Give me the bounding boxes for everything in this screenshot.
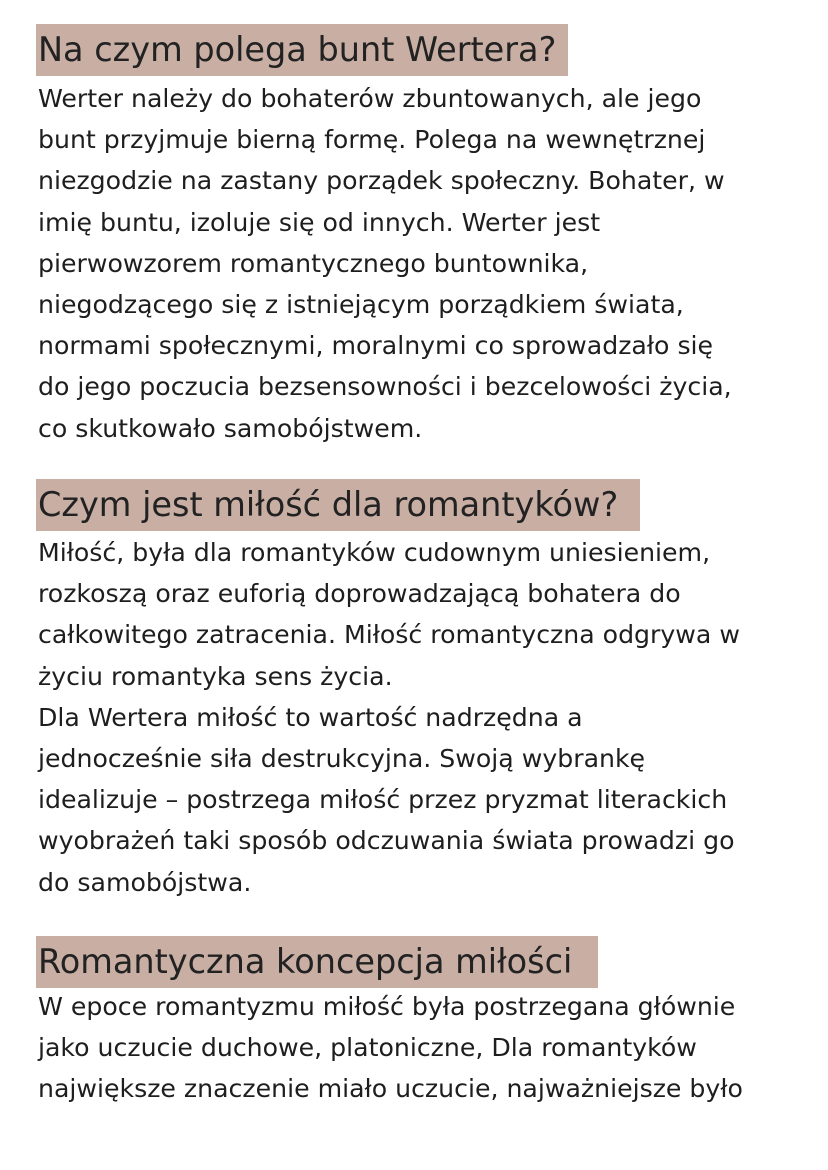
paragraph-line: bunt przyjmuje bierną formę. Polega na wewnętrznej: [38, 125, 706, 155]
paragraph-line: rozkoszą oraz euforią doprowadzającą bohatera do: [38, 579, 681, 609]
paragraph-line: jako uczucie duchowe, platoniczne, Dla romantyków: [38, 1033, 697, 1063]
paragraph-line: Dla Wertera miłość to wartość nadrzędna a: [38, 702, 583, 732]
section-paragraph-3: [38, 986, 818, 1110]
paragraph-line: normami społecznymi, moralnymi co sprowadzało się: [38, 331, 714, 361]
paragraph-line: niegodzącego się z istniejącym porządkiem świata,: [38, 289, 684, 319]
section-paragraph-2: [38, 532, 818, 903]
paragraph-line: jednocześnie siła destrukcyjna. Swoją wybrankę: [38, 743, 646, 773]
paragraph-line: co skutkowało samobójstwem.: [38, 413, 423, 443]
paragraph-line: największe znaczenie miało uczucie, najważniejsze było: [38, 1074, 743, 1104]
paragraph-line: niezgodzie na zastany porządek społeczny. Bohater, w: [38, 166, 725, 196]
section-heading-1: Na czym polega bunt Wertera?: [38, 30, 557, 69]
paragraph-line: do jego poczucia bezsensowności i bezcelowości życia,: [38, 372, 732, 402]
section-paragraph-1: [38, 78, 818, 449]
paragraph-line: Miłość, była dla romantyków cudownym uniesieniem,: [38, 538, 711, 567]
paragraph-line: do samobójstwa.: [38, 867, 252, 897]
paragraph-line: wyobrażeń taki sposób odczuwania świata prowadzi go: [38, 826, 735, 856]
paragraph-line: całkowitego zatracenia. Miłość romantyczna odgrywa w: [38, 620, 740, 650]
paragraph-line: imię buntu, izoluje się od innych. Werter jest: [38, 207, 601, 237]
paragraph-line: W epoce romantyzmu miłość była postrzegana głównie: [38, 992, 736, 1021]
section-heading-2: Czym jest miłość dla romantyków?: [38, 485, 619, 524]
section-heading-3: Romantyczna koncepcja miłości: [38, 942, 573, 981]
paragraph-line: pierwowzorem romantycznego buntownika,: [38, 248, 589, 278]
paragraph-line: życiu romantyka sens życia.: [38, 661, 393, 691]
paragraph-line: Werter należy do bohaterów zbuntowanych, ale jego: [38, 84, 702, 113]
paragraph-line: idealizuje – postrzega miłość przez pryzmat literackich: [38, 785, 728, 815]
